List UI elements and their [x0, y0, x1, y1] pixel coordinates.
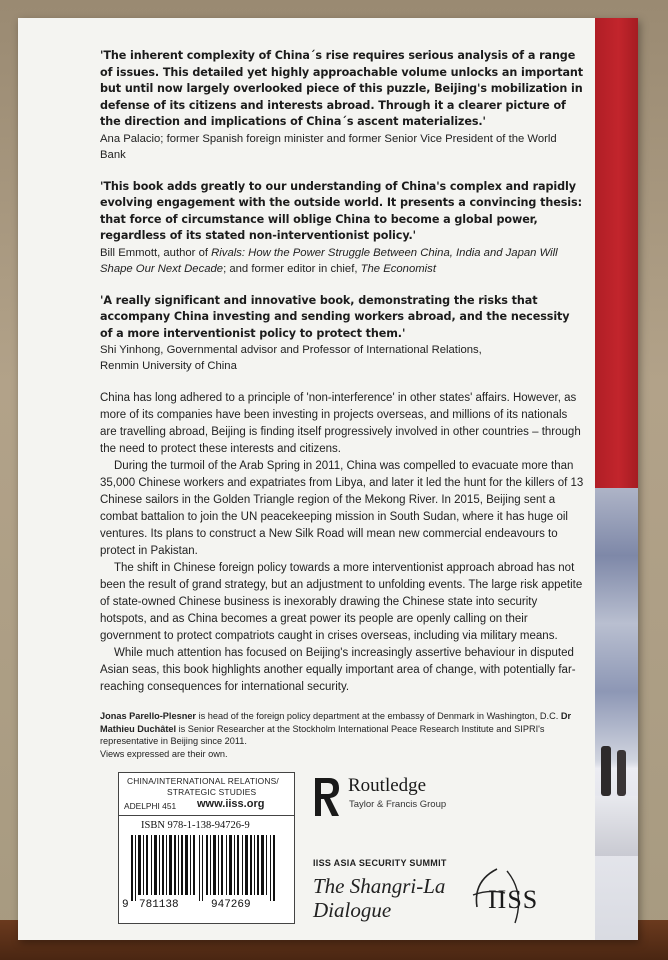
blurb-paragraph: While much attention has focused on Beijing's increasingly assertive behaviour in disputed Asian seas, this book highlights another equally important area of change, with potentially far-reaching consequences for international security.: [100, 647, 576, 693]
category-box: [119, 773, 294, 816]
blurb-paragraph: China has long adhered to a principle of 'non-interference' in other states' affairs. However, as more of its companies have been investing in projects overseas, and millions of its nationals are travelling abroad, Beijing is finding itself progressively involved in other countries – through the need to protect these interests and citizens.: [100, 392, 581, 455]
series-label: ADELPHI 451: [124, 801, 177, 811]
endorsement: [100, 48, 585, 163]
cover-text: [100, 48, 585, 760]
isbn-number: ISBN 978-1-138-94726-9: [141, 820, 250, 831]
publisher-subtitle: Taylor & Francis Group: [349, 799, 447, 810]
endorsement: [100, 293, 585, 375]
publisher-name: Routledge: [348, 775, 427, 796]
website-url: www.iiss.org: [197, 798, 265, 810]
endorsement-attribution: Ana Palacio; former Spanish foreign minister and former Senior Vice President of the World Bank: [100, 132, 557, 161]
endorsement-quote: 'This book adds greatly to our understanding of China's complex and rapidly evolving engagement with the outside world. It presents a convincing thesis: that force of circumstance will oblige China to become a global power, regardless of its stated non-interventionist policy.': [100, 179, 582, 242]
red-spine-stripe: [595, 18, 638, 488]
endorsement-attribution: Bill Emmott, author of Rivals: How the Power Struggle Between China, India and Japan Will Shape Our Next Decade; and former editor in chief, The Economist: [100, 246, 558, 275]
endorsement-quote: 'A really significant and innovative book, demonstrating the risks that accompany China investing and sending workers abroad, and the necessity of a more interventionist policy to protect them.': [100, 293, 570, 340]
category-label: STRATEGIC STUDIES: [167, 787, 257, 797]
photo-figure: [601, 746, 611, 796]
iiss-logo-text: IISS: [488, 885, 539, 914]
blurb-paragraph: During the turmoil of the Arab Spring in 2011, China was compelled to evacuate more than 35,000 Chinese workers and expatriates from Libya, and later it led the hunt for the killers of 13 Chinese sailors in the Golden Triangle region of the Mekong River. In 2015, Beijing sent a combat battalion to join the UN peacekeeping mission in South Sudan, where it has huge oil ventures. Its plans to construct a New Silk Road will mean new commercial endeavours to protect in Pakistan.: [100, 460, 584, 557]
summit-title: The Shangri-La: [313, 874, 446, 898]
summit-title: Dialogue: [313, 898, 392, 922]
author-bio: Jonas Parello-Plesner is head of the foreign policy department at the embassy of Denmark in Washington, D.C. Dr Mathieu Duchâtel is Senior Researcher at the Stockholm International Peace Research Institute and SIPRI's representative in Beijing since 2011. Views expressed are their own.: [100, 711, 572, 759]
book-back-cover: [18, 18, 638, 940]
isbn-box: CHINA/INTERNATIONAL RELATIONS/ STRATEGIC STUDIES ADELPHI 451 www.iiss.org ISBN 978-1-138-94726-9 9 781138 947269: [118, 772, 295, 924]
blurb: [100, 390, 585, 696]
photo-figure: [617, 750, 626, 796]
endorsement-attribution: Shi Yinhong, Governmental advisor and Professor of International Relations, Renmin University of China: [100, 344, 482, 372]
endorsement: [100, 179, 585, 277]
summit-heading: IISS ASIA SECURITY SUMMIT: [313, 858, 447, 868]
routledge-logo-icon: [305, 774, 345, 824]
endorsement-quote: 'The inherent complexity of China´s rise requires serious analysis of a range of issues. This detailed yet highly approachable volume unlocks an important but until now largely overlooked piece of this puzzle, Beijing's mobilization in defense of its citizens and interests abroad. Through it a clearer picture of the direction and implications of China´s ascent materializes.': [100, 49, 584, 128]
photo-snow: [595, 796, 638, 856]
blurb-paragraph: The shift in Chinese foreign policy towards a more interventionist approach abroad has not been the result of grand strategy, but an adjustment to unfolding events. The large risk appetite of state-owned Chinese business is inexorably drawing the Chinese state into security hotspots, and as China becomes a great power its people are openly calling on their government to protect compatriots caught in crises overseas, including via military means.: [100, 562, 583, 642]
cover-photo-strip: [595, 488, 638, 940]
category-label: CHINA/INTERNATIONAL RELATIONS/: [127, 776, 279, 786]
barcode: [127, 835, 287, 901]
